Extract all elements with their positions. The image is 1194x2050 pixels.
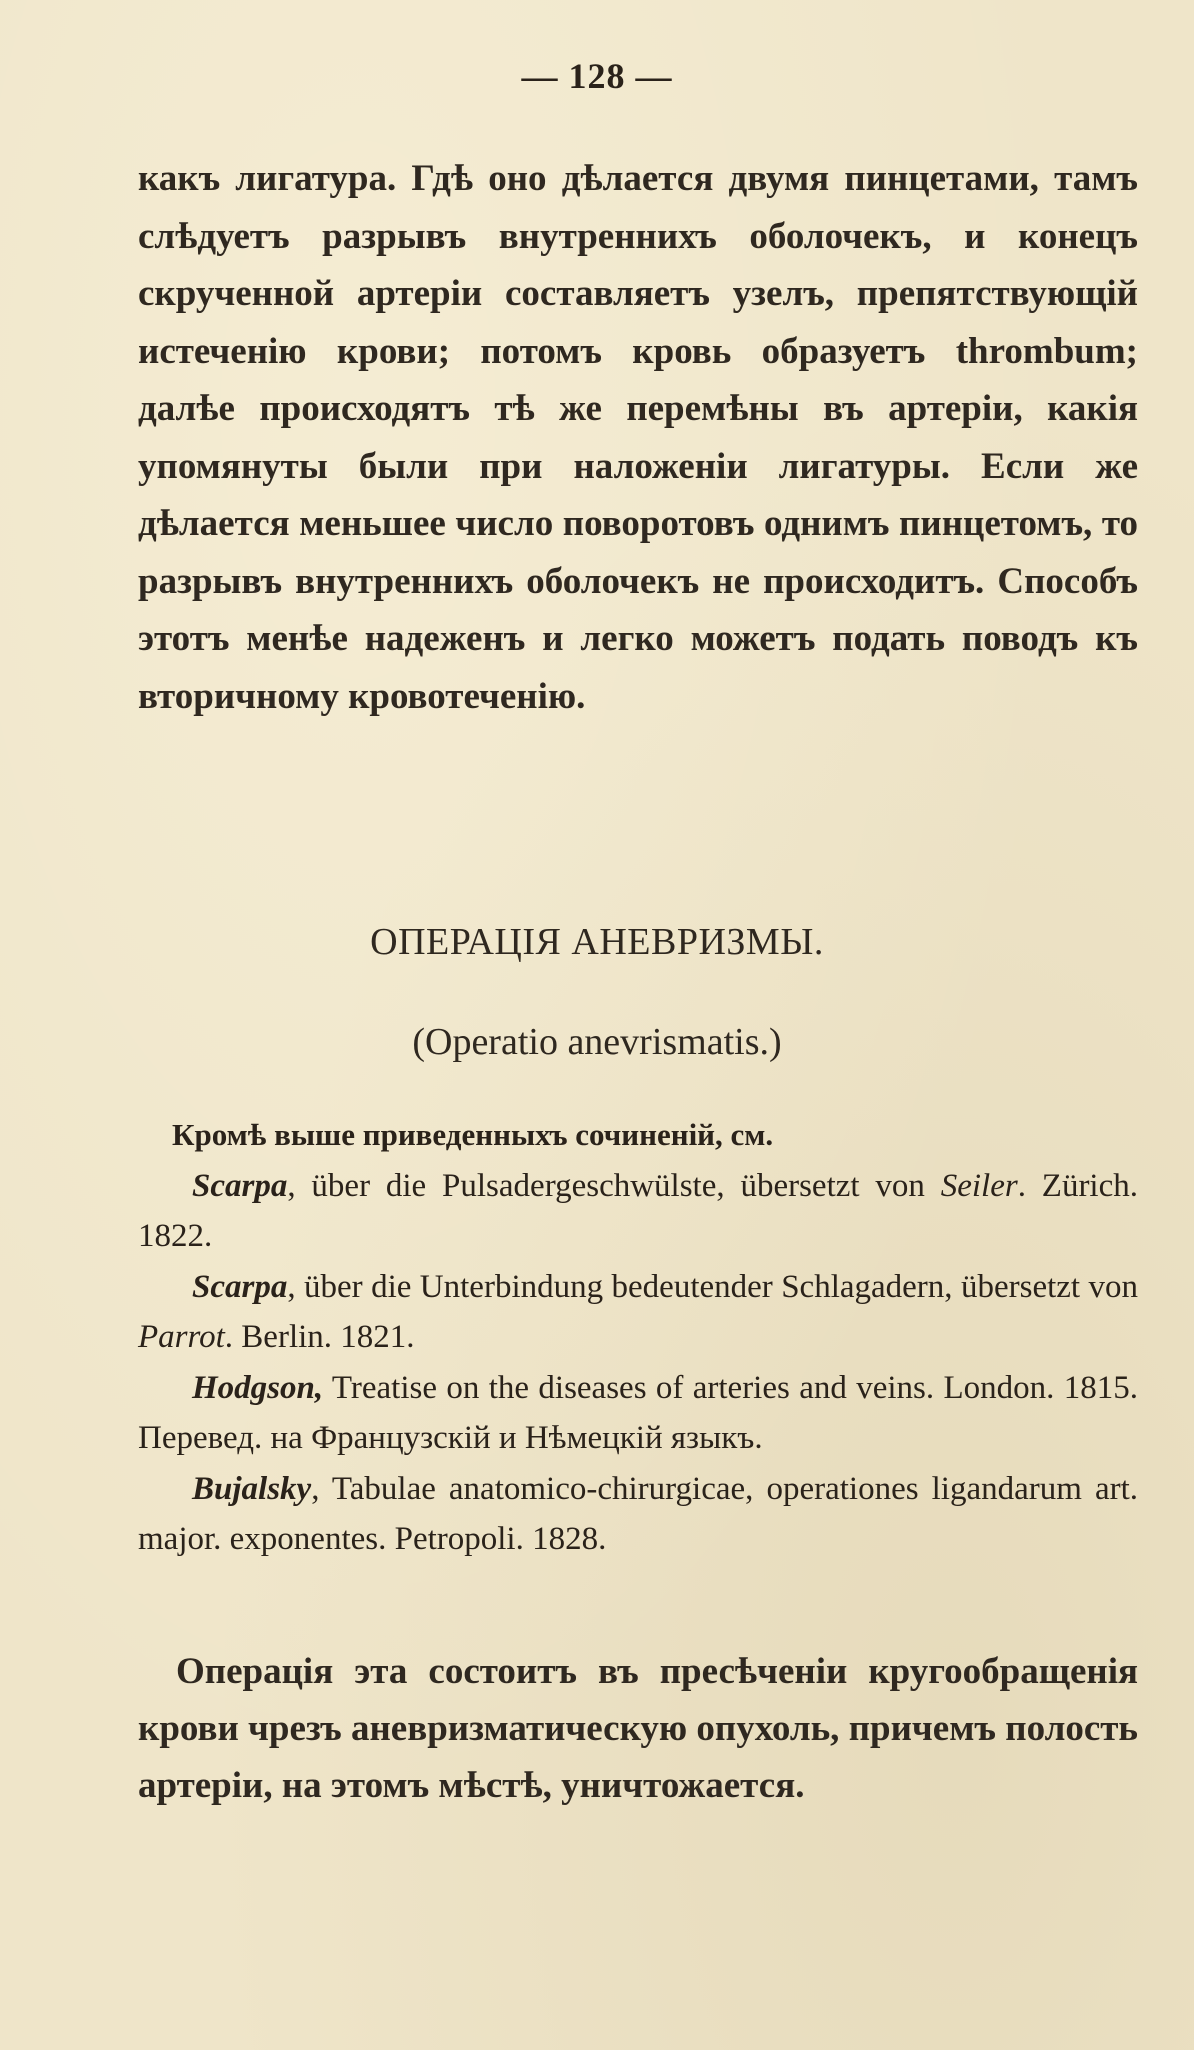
section-heading: ОПЕРАЦІЯ АНЕВРИЗМЫ. — [370, 921, 824, 963]
reference-item — [138, 1363, 1138, 1464]
reference-item — [138, 1262, 1138, 1363]
reference-text: Treatise on the diseases of arteries and veins. London. 1815. Перевед. на Французскій и Нѣмецкій языкъ. — [138, 1369, 1138, 1456]
section-subheading: (Operatio anevrismatis.) — [412, 1021, 782, 1063]
reference-translator: Seiler — [940, 1167, 1018, 1204]
body-paragraph-2: Операція эта состоитъ въ пресѣченіи кругообращенія крови чрезъ аневризматическую опухоль, причемъ полость артеріи, на этомъ мѣстѣ, уничтожается. — [138, 1651, 1138, 1806]
references-list — [138, 1110, 1138, 1565]
reference-author: Bujalsky — [192, 1470, 312, 1507]
reference-author: Scarpa — [192, 1167, 288, 1204]
reference-translator: Parrot — [138, 1319, 225, 1355]
reference-tail: . Berlin. 1821. — [224, 1319, 415, 1355]
reference-text: , Tabulae anatomico-chirurgicae, operationes ligandarum art. major. exponentes. Petropoli. 1828. — [138, 1470, 1138, 1557]
body-paragraph-1: какъ лигатура. Гдѣ оно дѣлается двумя пинцетами, тамъ слѣдуетъ разрывъ внутреннихъ оболочекъ, и конецъ скрученной артеріи составляетъ узелъ, препятствующій истеченію крови; потомъ кровь образуетъ thrombum; далѣе происходятъ тѣ же перемѣны въ артеріи, какія упомянуты были при наложеніи лигатуры. Если же дѣлается меньшее число поворотовъ однимъ пинцетомъ, то разрывъ внутреннихъ оболочекъ не происходитъ. Способъ этотъ менѣе надеженъ и легко можетъ подать поводъ къ вторичному кровотеченію. — [138, 158, 1138, 717]
reference-tail: . Zürich. 1822. — [138, 1167, 1138, 1254]
reference-text: , über die Unterbindung bedeutender Schlagadern, übersetzt von — [287, 1268, 1138, 1305]
references-lead: Кромѣ выше приведенныхъ сочиненій, см. — [172, 1117, 774, 1152]
reference-author: Scarpa — [192, 1268, 288, 1305]
reference-item — [138, 1161, 1138, 1262]
reference-item — [138, 1464, 1138, 1565]
reference-author: Hodgson, — [192, 1369, 324, 1406]
page-number: — 128 — — [521, 56, 673, 96]
reference-text: , über die Pulsadergeschwülste, übersetzt von — [287, 1167, 941, 1204]
